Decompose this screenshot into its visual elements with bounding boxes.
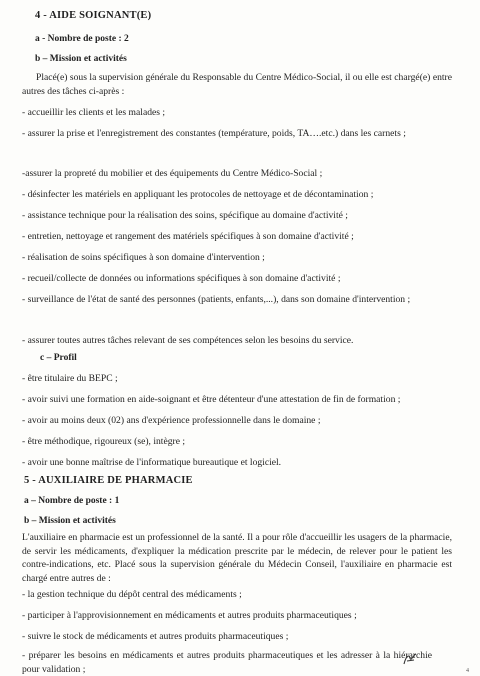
section-5-intro: L'auxiliaire en pharmacie est un professionnel de la santé. Il a pour rôle d'accueillir les usagers de la pharmacie, de servir les médicaments, d'expliquer la médication prescrite par le médecin, de relever pour le patient les contre-indications, etc. Placé sous la supervision générale du Médecin Conseil, l'auxiliaire en pharmacie est chargé entre autres de : [22, 532, 452, 584]
section-5-a: a – Nombre de poste : 1 [24, 496, 120, 506]
s4-profil-4: - être méthodique, rigoureux (se), intègre ; [22, 436, 186, 447]
s4-item-1: - accueillir les clients et les malades ; [22, 107, 166, 118]
s4-item-2: - assurer la prise et l'enregistrement des constantes (température, poids, TA….etc.) dans les carnets ; [22, 128, 406, 139]
s4-profil-3: - avoir au moins deux (02) ans d'expérience professionnelle dans le domaine ; [22, 415, 321, 426]
s4-item-3: -assurer la propreté du mobilier et des équipements du Centre Médico-Social ; [22, 168, 323, 179]
s4-item-5: - assistance technique pour la réalisation des soins, spécifique au domaine d'activité ; [22, 210, 348, 221]
section-4-b: b – Mission et activités [35, 54, 127, 64]
section-4-c: c – Profil [40, 353, 77, 363]
s4-item-4: - désinfecter les matériels en appliquant les protocoles de nettoyage et de décontamination ; [22, 189, 374, 200]
s4-item-6: - entretien, nettoyage et rangement des matériels spécifiques à son domaine d'activité ; [22, 231, 354, 242]
s5-item-1: - la gestion technique du dépôt central des médicaments ; [22, 589, 242, 600]
s4-item-8: - recueil/collecte de données ou informations spécifiques à son domaine d'activité ; [22, 273, 341, 284]
section-5-title: 5 - AUXILIAIRE DE PHARMACIE [24, 475, 193, 486]
s4-profil-2: - avoir suivi une formation en aide-soignant et être détenteur d'une attestation de fin de formation ; [22, 394, 401, 405]
s4-profil-1: - être titulaire du BEPC ; [22, 373, 118, 384]
s4-item-9: - surveillance de l'état de santé des personnes (patients, enfants,...), dans son domaine d'intervention ; [22, 294, 411, 305]
s5-item-3: - suivre le stock de médicaments et autres produits pharmaceutiques ; [22, 631, 289, 642]
initials-signature-icon [402, 652, 418, 666]
section-4-a: a - Nombre de poste : 2 [35, 34, 129, 44]
s5-item-2: - participer à l'approvisionnement en médicaments et autres produits pharmaceutiques ; [22, 610, 357, 621]
s5-item-4: - préparer les besoins en médicaments et autres produits pharmaceutiques et les adresser à la hiérarchie pour validation ; [22, 650, 432, 675]
page-number: 4 [466, 668, 469, 674]
section-4-title: 4 - AIDE SOIGNANT(E) [35, 10, 152, 21]
s4-item-7: - réalisation de soins spécifiques à son domaine d'intervention ; [22, 252, 265, 263]
s4-item-10: - assurer toutes autres tâches relevant de ses compétences selon les besoins du service. [22, 335, 354, 346]
s4-profil-5: - avoir une bonne maîtrise de l'informatique bureautique et logiciel. [22, 457, 282, 468]
section-4-intro: Placé(e) sous la supervision générale du Responsable du Centre Médico-Social, il ou elle est chargé(e) entre autres des tâches ci-après : [22, 72, 452, 97]
section-5-b: b – Mission et activités [24, 516, 116, 526]
